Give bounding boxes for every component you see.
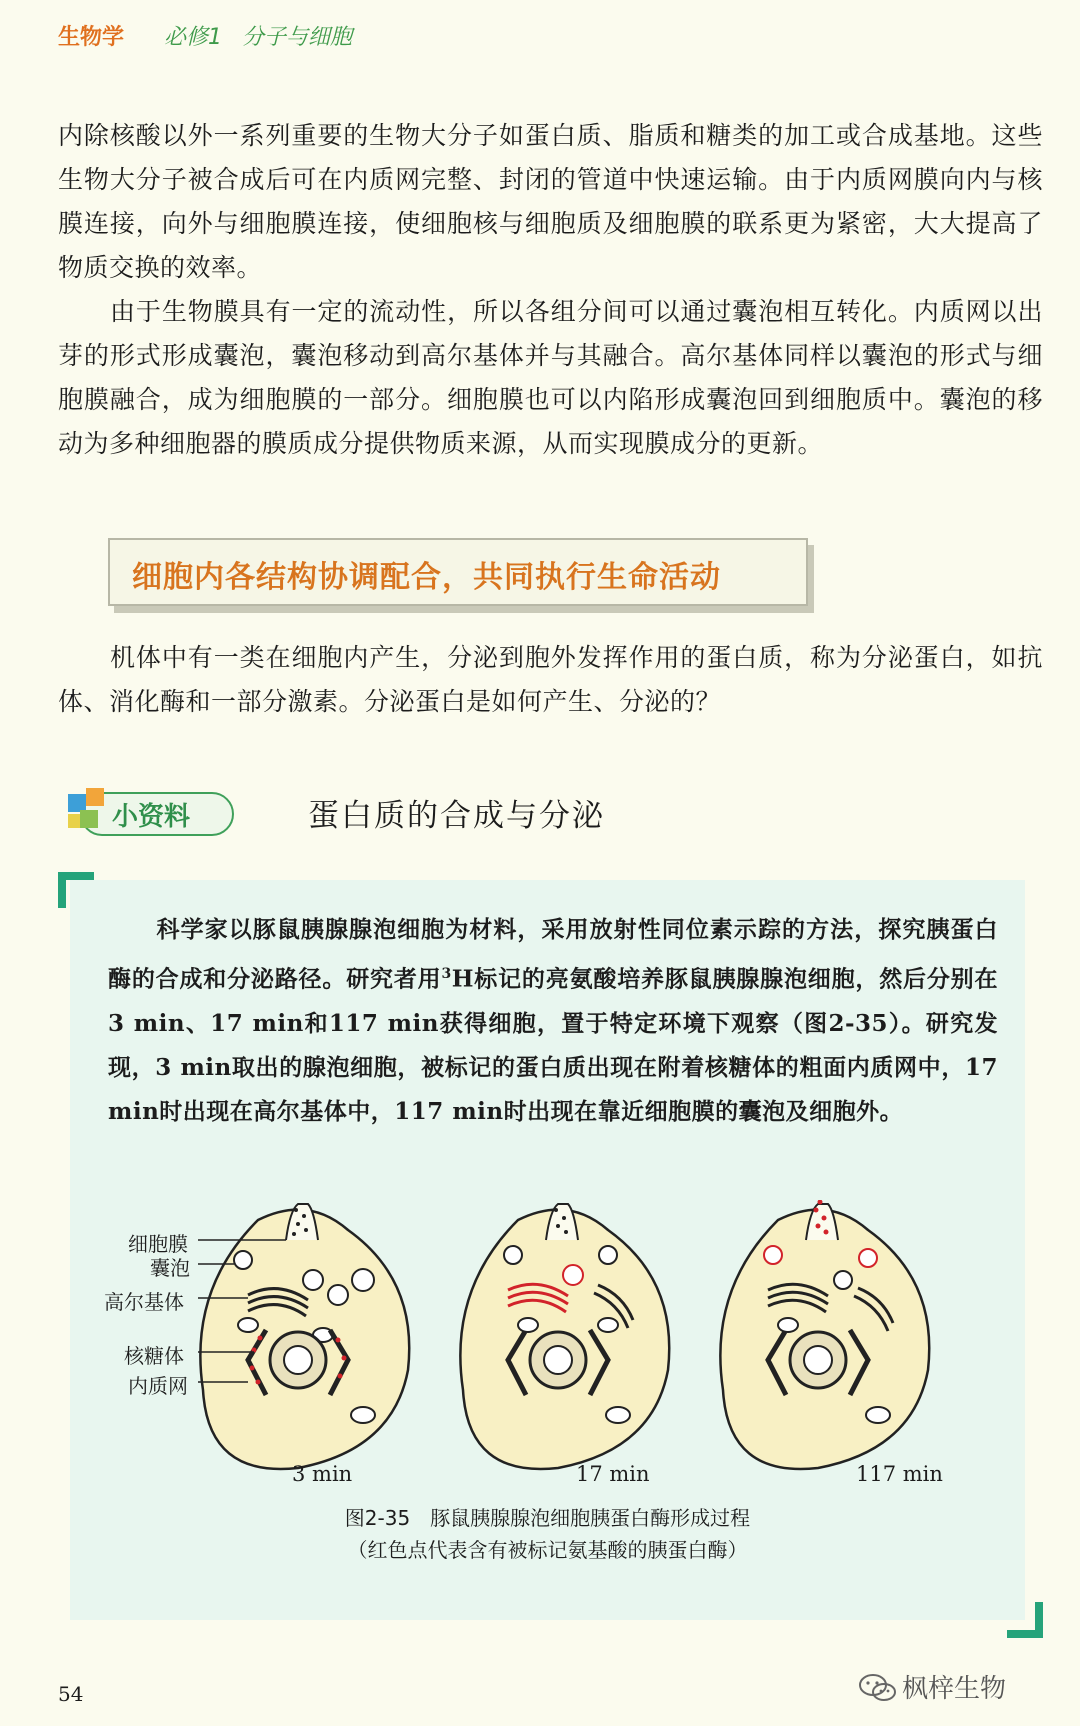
section-heading-box	[108, 538, 808, 606]
time-label-17min: 17 min	[576, 1462, 650, 1486]
info-box-text: 科学家以豚鼠胰腺腺泡细胞为材料，采用放射性同位素示踪的方法，探究胰蛋白酶的合成和分泌路径。研究者用$^3$H标记的亮氨酸培养豚鼠胰腺腺泡细胞，然后分别在3 min、17 min和117 min获得细胞，置于特定环境下观察（图2-35）。研究发现，3 min取出的腺泡细胞，被标记的蛋白质出现在附着核糖体的粗面内质网中，17 min时出现在高尔基体中，117 min时出现在靠近细胞膜的囊泡及细胞外。	[108, 916, 999, 1125]
page-number: 54	[58, 1682, 84, 1706]
label-ribosome: 核糖体	[124, 1344, 184, 1368]
section-heading: 细胞内各结构协调配合，共同执行生命活动	[132, 560, 721, 595]
panel-corner-top-left	[58, 872, 94, 908]
panel-corner-bottom-right	[1007, 1602, 1043, 1638]
info-tag	[58, 784, 238, 834]
chapter-title: 分子与细胞	[242, 25, 353, 50]
label-golgi: 高尔基体	[104, 1290, 184, 1314]
cell-3min	[200, 1204, 409, 1469]
info-tag-label: 小资料	[112, 802, 191, 832]
isotope-superscript: 3	[441, 966, 452, 982]
cell-17min	[460, 1204, 669, 1469]
cell-diagram	[108, 1200, 1008, 1500]
paragraph-1: 内除核酸以外一系列重要的生物大分子如蛋白质、脂质和糖类的加工或合成基地。这些生物大分子被合成后可在内质网完整、封闭的管道中快速运输。由于内质网膜向内与核膜连接，向外与细胞膜连接，使细胞核与细胞质及细胞膜的联系更为紧密，大大提高了物质交换的效率。	[58, 121, 1043, 282]
label-cell-membrane: 细胞膜	[128, 1232, 188, 1256]
paragraph-3: 机体中有一类在细胞内产生，分泌到胞外发挥作用的蛋白质，称为分泌蛋白，如抗体、消化酶和一部分激素。分泌蛋白是如何产生、分泌的？	[58, 643, 1043, 716]
subject-title: 生物学	[58, 25, 125, 50]
info-box-title: 蛋白质的合成与分泌	[308, 798, 605, 834]
running-header	[58, 20, 352, 51]
book-title: 必修1	[164, 25, 223, 50]
figure-caption: 图2-35 豚鼠胰腺腺泡细胞胰蛋白酶形成过程	[344, 1506, 751, 1530]
watermark: 枫梓生物	[902, 1674, 1007, 1704]
time-label-3min: 3 min	[292, 1462, 353, 1486]
figure-note: （红色点代表含有被标记氨基酸的胰蛋白酶）	[347, 1538, 748, 1562]
paragraph-2: 由于生物膜具有一定的流动性，所以各组分间可以通过囊泡相互转化。内质网以出芽的形式形成囊泡，囊泡移动到高尔基体并与其融合。高尔基体同样以囊泡的形式与细胞膜融合，成为细胞膜的一部分。细胞膜也可以内陷形成囊泡回到细胞质中。囊泡的移动为多种细胞器的膜质成分提供物质来源，从而实现膜成分的更新。	[58, 297, 1043, 458]
time-label-117min: 117 min	[856, 1462, 943, 1486]
label-er: 内质网	[128, 1374, 188, 1398]
cell-117min	[720, 1200, 929, 1469]
puzzle-icon	[66, 784, 108, 832]
wechat-icon	[858, 1672, 898, 1704]
label-vesicle: 囊泡	[150, 1256, 190, 1280]
